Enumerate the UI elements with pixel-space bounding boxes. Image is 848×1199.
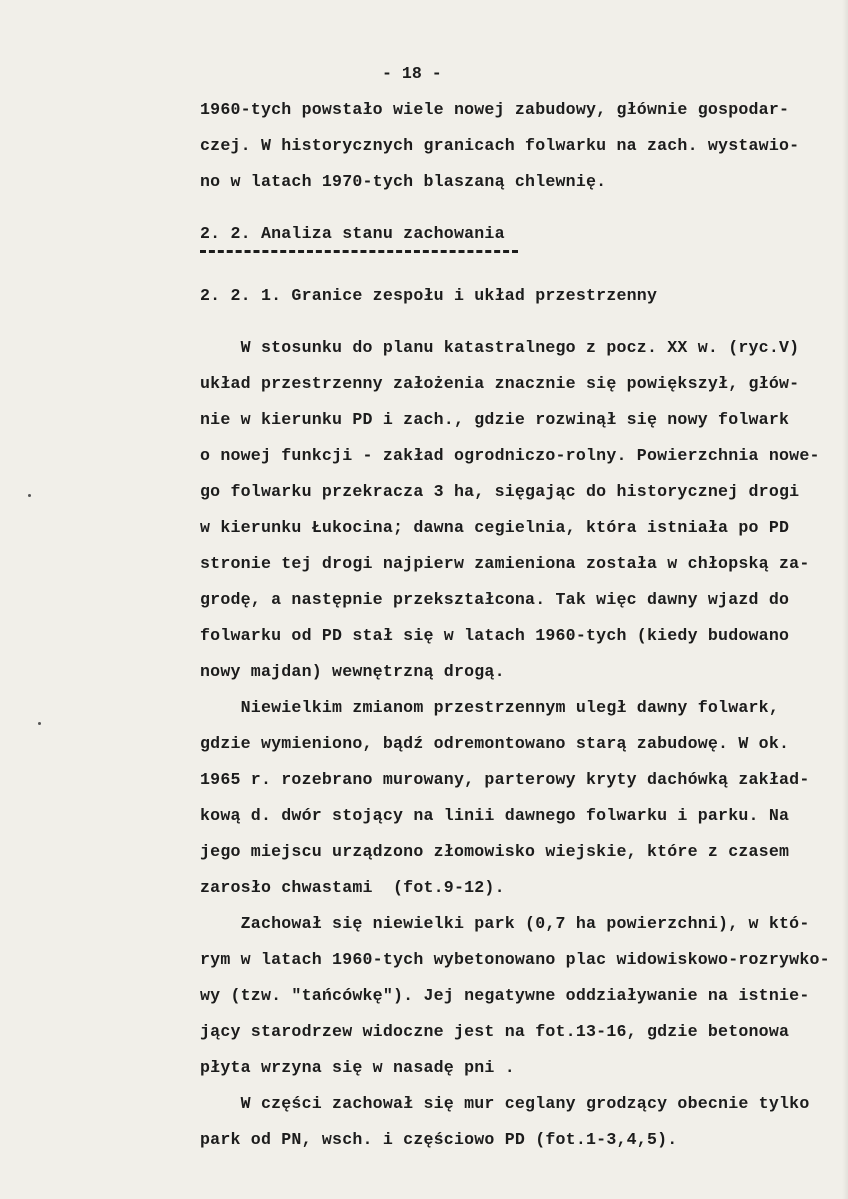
text-line: nie w kierunku PD i zach., gdzie rozwinął się nowy folwark	[200, 410, 790, 429]
text-line: o nowej funkcji - zakład ogrodniczo-rolny. Powierzchnia nowe-	[200, 446, 820, 465]
scan-speck	[28, 494, 31, 497]
text-line: układ przestrzenny założenia znacznie się powiększył, głów-	[200, 374, 800, 393]
scan-speck	[38, 722, 41, 725]
scan-edge-shadow	[842, 0, 848, 1199]
text-line: nowy majdan) wewnętrzną drogą.	[200, 662, 505, 681]
text-line: W stosunku do planu katastralnego z pocz. XX w. (ryc.V)	[200, 338, 800, 357]
heading-underline	[200, 250, 518, 253]
text-line: zarosło chwastami (fot.9-12).	[200, 878, 505, 897]
text-line: kową d. dwór stojący na linii dawnego folwarku i parku. Na	[200, 806, 790, 825]
text-line: płyta wrzyna się w nasadę pni .	[200, 1058, 515, 1077]
text-line: wy (tzw. "tańcówkę"). Jej negatywne oddziaływanie na istnie-	[200, 986, 810, 1005]
text-line: no w latach 1970-tych blaszaną chlewnię.	[200, 172, 607, 191]
text-line: jący starodrzew widoczne jest na fot.13-16, gdzie betonowa	[200, 1022, 790, 1041]
text-line: go folwarku przekracza 3 ha, sięgając do historycznej drogi	[200, 482, 800, 501]
text-line: stronie tej drogi najpierw zamieniona została w chłopską za-	[200, 554, 810, 573]
page-number: - 18 -	[382, 64, 442, 83]
text-line: jego miejscu urządzono złomowisko wiejskie, które z czasem	[200, 842, 790, 861]
text-line: 1965 r. rozebrano murowany, parterowy kryty dachówką zakład-	[200, 770, 810, 789]
text-line: w kierunku Łukocina; dawna cegielnia, która istniała po PD	[200, 518, 790, 537]
text-line: Zachował się niewielki park (0,7 ha powierzchni), w któ-	[200, 914, 810, 933]
section-heading: 2. 2. Analiza stanu zachowania	[200, 224, 505, 243]
text-line: rym w latach 1960-tych wybetonowano plac widowiskowo-rozrywko-	[200, 950, 830, 969]
text-line: park od PN, wsch. i częściowo PD (fot.1-3,4,5).	[200, 1130, 678, 1149]
text-line: czej. W historycznych granicach folwarku na zach. wystawio-	[200, 136, 800, 155]
text-line: folwarku od PD stał się w latach 1960-tych (kiedy budowano	[200, 626, 790, 645]
text-line: gdzie wymieniono, bądź odremontowano starą zabudowę. W ok.	[200, 734, 790, 753]
text-line: 1960-tych powstało wiele nowej zabudowy, głównie gospodar-	[200, 100, 790, 119]
text-line: grodę, a następnie przekształcona. Tak więc dawny wjazd do	[200, 590, 790, 609]
subsection-heading: 2. 2. 1. Granice zespołu i układ przestrzenny	[200, 286, 658, 305]
text-line: W części zachował się mur ceglany grodzący obecnie tylko	[200, 1094, 810, 1113]
text-line: Niewielkim zmianom przestrzennym uległ dawny folwark,	[200, 698, 779, 717]
